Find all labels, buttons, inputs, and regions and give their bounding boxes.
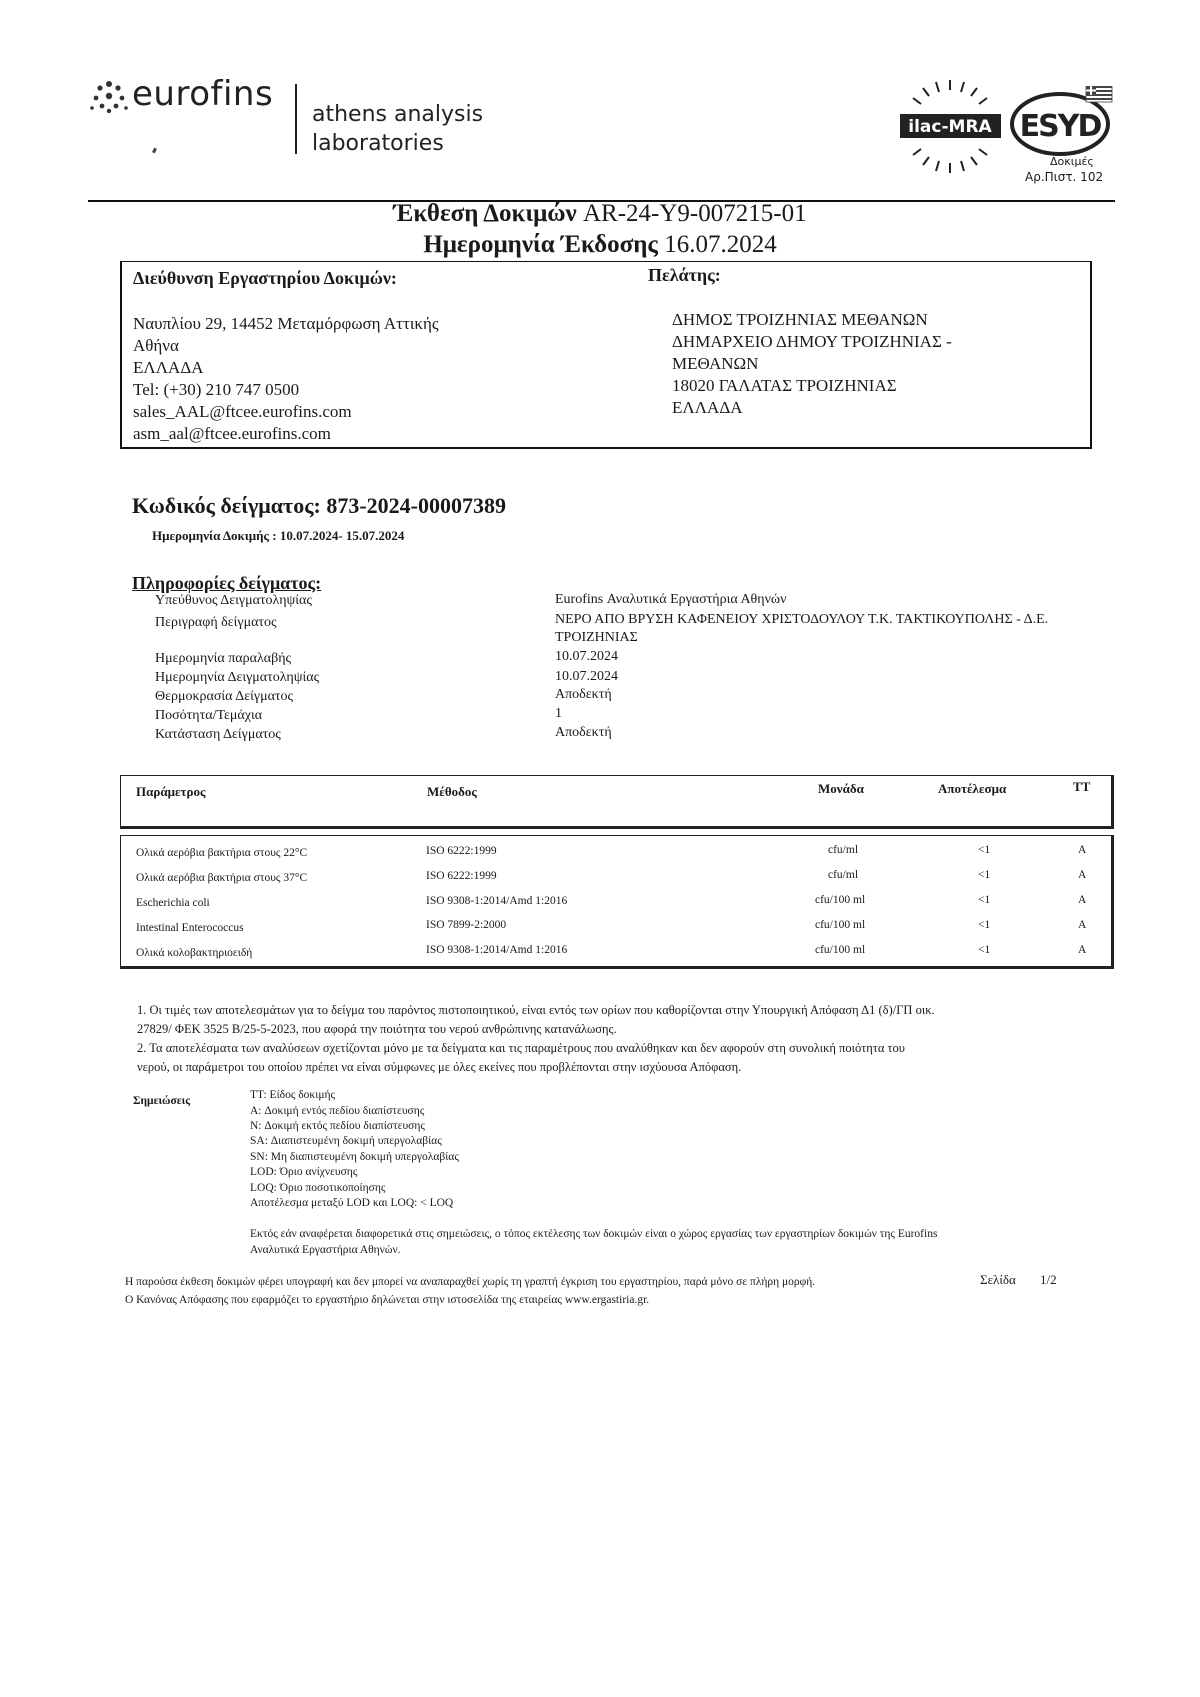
info-value: 1 (555, 706, 562, 721)
client-line: ΜΕΘΑΝΩΝ (672, 354, 759, 373)
report-title (0, 200, 1200, 228)
cell-unit: cfu/ml (828, 844, 859, 856)
esyd-logo-text: ESYD (1019, 109, 1101, 144)
cell-parameter: Ολικά αερόβια βακτήρια στους 37°C (136, 872, 308, 884)
info-value: 10.07.2024 (555, 669, 618, 684)
cell-parameter: Ολικά αερόβια βακτήρια στους 22°C (136, 847, 308, 859)
note-2: 2. Τα αποτελέσματα των αναλύσεων σχετίζονται μόνο με τα δείγματα και τις παραμέτρους που αναλύθηκαν και δεν αφορούν στη συνολική ποιότητα του (137, 1041, 905, 1055)
cell-unit: cfu/100 ml (815, 944, 866, 956)
report-number: AR-24-Y9-007215-01 (582, 200, 807, 227)
sample-info-title: Πληροφορίες δείγματος: (132, 573, 322, 593)
client-heading: Πελάτης: (648, 265, 721, 285)
note-1: 1. Οι τιμές των αποτελεσμάτων για το δείγμα του παρόντος πιστοποιητικού, είναι εντός των ορίων που καθορίζονται στην Υπουργική Απόφαση Δ1 (δ)/ΓΠ οικ. (137, 1003, 935, 1017)
lab-address-line: Ναυπλίου 29, 14452 Μεταμόρφωση Αττικής (133, 314, 439, 333)
col-header-parameter: Παράμετρος (136, 784, 206, 799)
info-label: Κατάσταση Δείγματος (155, 727, 281, 742)
col-header-method: Μέθοδος (427, 784, 477, 799)
info-label: Θερμοκρασία Δείγματος (155, 689, 294, 704)
cell-result: <1 (978, 919, 991, 931)
cell-method: ISO 6222:1999 (426, 845, 497, 857)
disclaimer: Εκτός εάν αναφέρεται διαφορετικά στις σημειώσεις, ο τόπος εκτέλεσης των δοκιμών είναι ο χώρος εργασίας των εργαστηρίων δοκιμών της Eurofins (250, 1228, 938, 1240)
remark-item: A: Δοκιμή εντός πεδίου διαπίστευσης (250, 1105, 425, 1117)
page-number: 1/2 (1040, 1272, 1057, 1287)
brand-logo-text: eurofins (132, 74, 274, 114)
cell-parameter: Ολικά κολοβακτηριοειδή (136, 947, 253, 959)
disclaimer-cont: Αναλυτικά Εργαστήρια Αθηνών. (250, 1244, 401, 1256)
test-date-label: Ημερομηνία Δοκιμής : (152, 528, 277, 543)
lab-phone: Tel: (+30) 210 747 0500 (133, 380, 300, 399)
issue-date (0, 231, 1200, 259)
cell-tt: A (1078, 844, 1087, 856)
cell-method: ISO 9308-1:2014/Amd 1:2016 (426, 895, 568, 907)
eurofins-logo-icon (88, 78, 130, 120)
test-date-value: 10.07.2024- 15.07.2024 (279, 528, 405, 543)
cell-method: ISO 7899-2:2000 (426, 919, 507, 931)
cell-tt: A (1078, 919, 1087, 931)
lab-email[interactable]: sales_AAL@ftcee.eurofins.com (133, 402, 352, 421)
issue-date-value: 16.07.2024 (664, 231, 777, 258)
info-label: Περιγραφή δείγματος (155, 615, 277, 630)
lab-address-heading: Διεύθυνση Εργαστηρίου Δοκιμών: (133, 268, 397, 288)
cell-result: <1 (978, 844, 991, 856)
lab-address-line: Αθήνα (133, 336, 179, 355)
remark-item: LOD: Όριο ανίχνευσης (250, 1166, 358, 1178)
client-line: ΕΛΛΑΔΑ (672, 398, 743, 417)
cell-result: <1 (978, 894, 991, 906)
cell-unit: cfu/ml (828, 869, 859, 881)
remark-item: Αποτέλεσμα μεταξύ LOD και LOQ: < LOQ (250, 1197, 454, 1209)
issue-date-label: Ημερομηνία Έκδοσης (423, 231, 658, 258)
cell-unit: cfu/100 ml (815, 919, 866, 931)
col-header-tt: ΤΤ (1073, 779, 1091, 794)
cell-unit: cfu/100 ml (815, 894, 866, 906)
logo-divider (295, 84, 297, 154)
ilac-logo-text: ilac-MRA (908, 117, 992, 137)
cell-tt: A (1078, 944, 1087, 956)
col-header-unit: Μονάδα (818, 781, 864, 796)
cell-result: <1 (978, 944, 991, 956)
info-value: Eurofins Αναλυτικά Εργαστήρια Αθηνών (555, 592, 787, 607)
info-value: Αποδεκτή (555, 725, 612, 740)
remark-item: TT: Είδος δοκιμής (250, 1089, 336, 1101)
footer-line: Η παρούσα έκθεση δοκιμών φέρει υπογραφή και δεν μπορεί να αναπαραχθεί χωρίς τη γραπτή έγκριση του εργαστηρίου, παρά μόνο σε πλήρη μορφή. (125, 1276, 816, 1288)
info-label: Ποσότητα/Τεμάχια (155, 708, 263, 723)
ilac-mra-logo-icon (898, 74, 1003, 179)
esyd-logo-icon (1008, 86, 1118, 158)
accreditation-number: Αρ.Πιστ. 102 (1025, 170, 1104, 184)
remark-item: N: Δοκιμή εκτός πεδίου διαπίστευσης (250, 1120, 425, 1132)
lab-name-line2: laboratories (312, 131, 444, 156)
lab-email[interactable]: asm_aal@ftcee.eurofins.com (133, 424, 331, 443)
sample-code-value: 873-2024-00007389 (326, 493, 506, 518)
page-label: Σελίδα (980, 1272, 1016, 1287)
footer-line: Ο Κανόνας Απόφασης που εφαρμόζει το εργαστήριο δηλώνεται στην ιστοσελίδα της εταιρείας www.ergastiria.gr. (125, 1294, 650, 1306)
cell-method: ISO 6222:1999 (426, 870, 497, 882)
lab-name-line1: athens analysis (312, 102, 484, 127)
sample-code-label: Κωδικός δείγματος: (132, 493, 321, 518)
lab-address-line: ΕΛΛΑΔΑ (133, 358, 204, 377)
logo-dot (152, 148, 157, 154)
remark-item: LOQ: Όριο ποσοτικοποίησης (250, 1182, 386, 1194)
client-line: ΔΗΜΑΡΧΕΙΟ ΔΗΜΟΥ ΤΡΟΙΖΗΝΙΑΣ - (672, 332, 952, 351)
col-header-result: Αποτέλεσμα (938, 781, 1007, 796)
info-value: ΝΕΡΟ ΑΠΟ ΒΡΥΣΗ ΚΑΦΕΝΕΙΟΥ ΧΡΙΣΤΟΔΟΥΛΟΥ Τ.Κ. ΤΑΚΤΙΚΟΥΠΟΛΗΣ - Δ.Ε. (555, 612, 1049, 627)
accreditation-note: Δοκιμές (1050, 155, 1094, 168)
client-line: 18020 ΓΑΛΑΤΑΣ ΤΡΟΙΖΗΝΙΑΣ (672, 376, 897, 395)
info-value-cont: ΤΡΟΙΖΗΝΙΑΣ (555, 630, 638, 645)
sample-code (132, 493, 506, 519)
remark-item: SA: Διαπιστευμένη δοκιμή υπεργολαβίας (250, 1135, 442, 1147)
cell-result: <1 (978, 869, 991, 881)
info-label: Υπεύθυνος Δειγματοληψίας (155, 593, 312, 608)
cell-tt: A (1078, 869, 1087, 881)
info-label: Ημερομηνία παραλαβής (155, 651, 292, 666)
remark-item: SN: Μη διαπιστευμένη δοκιμή υπεργολαβίας (250, 1151, 459, 1163)
info-value: Αποδεκτή (555, 687, 612, 702)
cell-method: ISO 9308-1:2014/Amd 1:2016 (426, 944, 568, 956)
cell-parameter: Intestinal Enterococcus (136, 922, 244, 934)
info-label: Ημερομηνία Δειγματοληψίας (155, 670, 320, 685)
info-value: 10.07.2024 (555, 649, 618, 664)
cell-parameter: Escherichia coli (136, 897, 210, 909)
remarks-label: Σημειώσεις (133, 1095, 191, 1107)
note-2-cont: νερού, οι παράμετροι του οποίου πρέπει να είναι σύμφωνες με όλες εκείνες που προβλέπονται στην ισχύουσα Απόφαση. (137, 1060, 742, 1074)
client-line: ΔΗΜΟΣ ΤΡΟΙΖΗΝΙΑΣ ΜΕΘΑΝΩΝ (672, 310, 928, 329)
report-title-label: Έκθεση Δοκιμών (393, 200, 577, 227)
cell-tt: A (1078, 894, 1087, 906)
test-date (152, 528, 404, 544)
note-1-cont: 27829/ ΦΕΚ 3525 Β/25-5-2023, που αφορά την ποιότητα του νερού ανθρώπινης κατανάλωσης. (137, 1022, 617, 1036)
